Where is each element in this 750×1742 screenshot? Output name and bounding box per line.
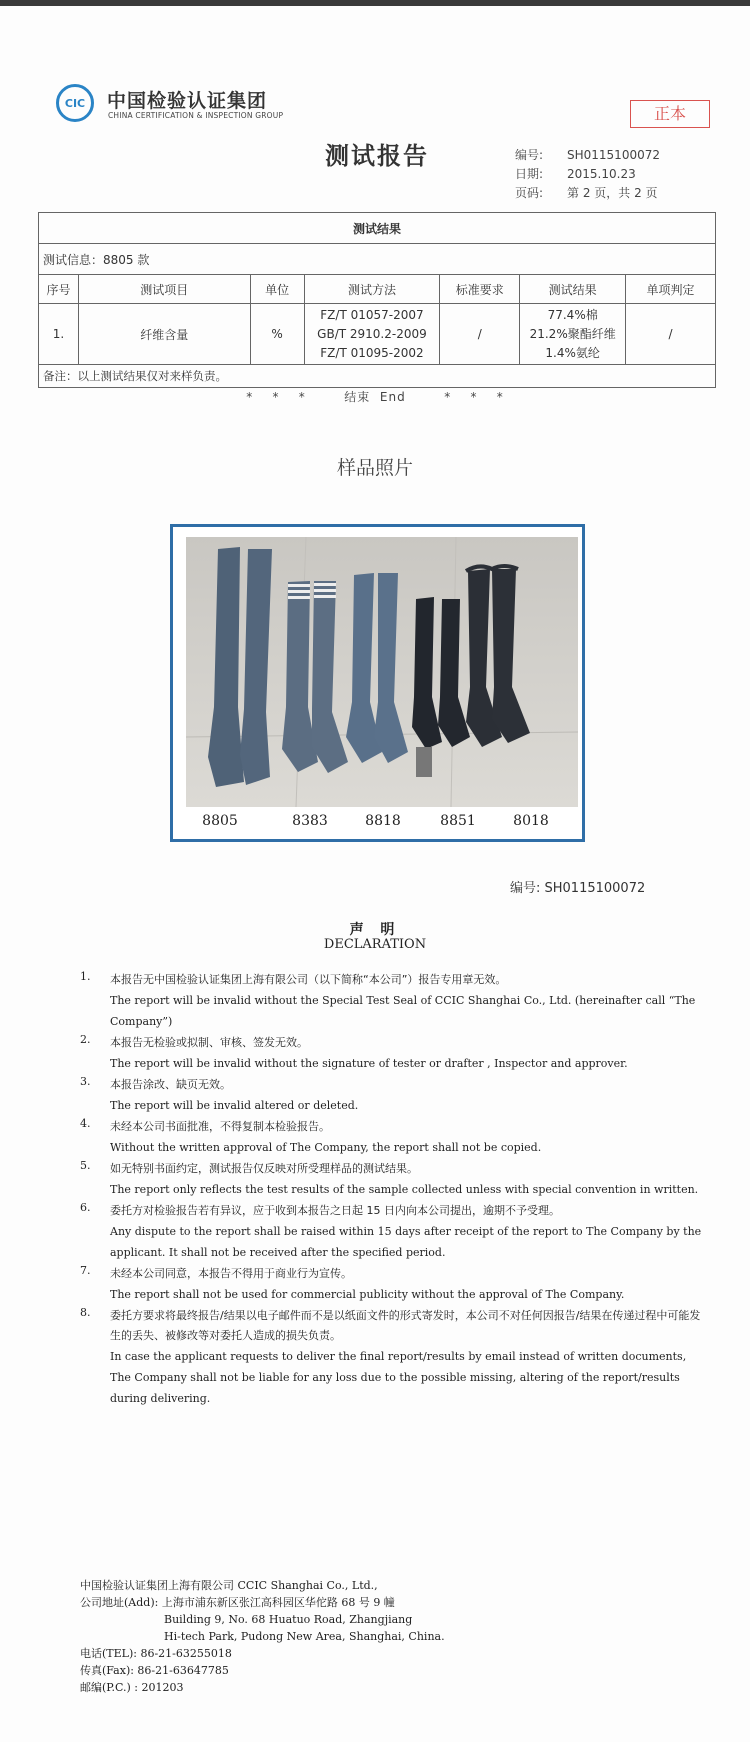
- declaration-item: [80, 1306, 710, 1409]
- column-header: 测试方法: [304, 275, 440, 304]
- document-number: 编号: SH0115100072: [510, 881, 646, 896]
- declaration-title-cn: 声 明: [349, 922, 401, 938]
- item-text-en: In case the applicant requests to deliver the final report/results by email instead of written documents, The Company shall not be liable for any loss due to the possible missing, altering of the report/results during delivering.: [110, 1350, 687, 1405]
- result-value: 77.4%棉: [547, 307, 598, 322]
- end-marker: * * * 结束 End * * *: [246, 390, 504, 404]
- column-header: 标准要求: [440, 275, 520, 304]
- sample-label: 8383: [292, 813, 328, 829]
- test-method: GB/T 2910.2-2009: [317, 326, 427, 341]
- footer-postcode: 邮编(P.C.) : 201203: [80, 1681, 184, 1694]
- item-number: 4.: [80, 1117, 91, 1130]
- test-methods: [304, 304, 440, 365]
- item-text-cn: 本报告无检验或拟制、审核、签发无效。: [110, 1036, 308, 1049]
- declaration-item: [80, 1033, 710, 1074]
- judgment: /: [626, 304, 716, 365]
- results-heading: 测试结果: [39, 213, 716, 244]
- org-name-cn: 中国检验认证集团: [107, 90, 268, 112]
- meta-value: SH0115100072: [567, 148, 660, 162]
- item-text-en: The report shall not be used for commercial publicity without the approval of The Company.: [110, 1288, 625, 1301]
- sample-label: 8805: [202, 813, 238, 829]
- report-title: 测试报告: [325, 142, 429, 170]
- sample-label: 8018: [513, 813, 549, 829]
- item-text-cn: 未经本公司同意，本报告不得用于商业行为宣传。: [110, 1267, 352, 1280]
- ccic-logo-icon: CIC: [56, 84, 94, 122]
- sample-labels: [173, 813, 582, 835]
- declaration-item: [80, 1117, 710, 1158]
- unit: %: [250, 304, 304, 365]
- meta-row-date: [515, 165, 660, 184]
- declaration-item: [80, 1075, 710, 1116]
- item-text-cn: 委托方要求将最终报告/结果以电子邮件而不是以纸面文件的形式寄发时，本公司不对任何因报告/结果在传递过程中可能发生的丢失、被修改等对委托人造成的损失负责。: [110, 1309, 701, 1342]
- declaration-item: [80, 1264, 710, 1305]
- table-note: 备注：以上测试结果仅对来样负责。: [39, 365, 716, 388]
- standard-requirement: /: [440, 304, 520, 365]
- item-number: 6.: [80, 1201, 91, 1214]
- test-method: FZ/T 01057-2007: [320, 307, 424, 322]
- socks-photo-illustration: [186, 537, 578, 807]
- declaration-item: [80, 1159, 710, 1200]
- scan-top-edge: [0, 0, 750, 6]
- item-number: 5.: [80, 1159, 91, 1172]
- test-info: 测试信息：8805 款: [39, 244, 716, 275]
- footer-address-cn: 上海市浦东新区张江高科园区华佗路 68 号 9 幢: [161, 1596, 395, 1609]
- footer-address-line: [80, 1594, 445, 1611]
- meta-row-page: [515, 184, 660, 203]
- item-number: 7.: [80, 1264, 91, 1277]
- result-value: 21.2%聚酯纤维: [529, 326, 616, 341]
- item-text-cn: 未经本公司书面批准，不得复制本检验报告。: [110, 1120, 330, 1133]
- footer-address-en2: Hi-tech Park, Pudong New Area, Shanghai, China.: [164, 1630, 445, 1643]
- sample-label: 8818: [365, 813, 401, 829]
- test-item: 纤维含量: [78, 304, 250, 365]
- item-text-cn: 如无特别书面约定，测试报告仅反映对所受理样品的测试结果。: [110, 1162, 418, 1175]
- sample-photo: [186, 537, 578, 807]
- item-text-en: The report only reflects the test results of the sample collected unless with special convention in written.: [110, 1183, 699, 1196]
- item-text-en: Any dispute to the report shall be raised within 15 days after receipt of the report to The Company by the applicant. It shall not be received after the specified period.: [110, 1225, 702, 1259]
- sample-photo-frame: [170, 524, 585, 842]
- meta-row-number: [515, 146, 660, 165]
- sample-label: 8851: [440, 813, 476, 829]
- photo-title: 样品照片: [336, 457, 413, 479]
- item-text-en: The report will be invalid without the signature of tester or drafter , Inspector and approver.: [110, 1057, 628, 1070]
- meta-label: 日期:: [515, 167, 544, 181]
- meta-value: 2015.10.23: [567, 167, 636, 181]
- item-text-cn: 委托方对检验报告若有异议，应于收到本报告之日起 15 日内向本公司提出，逾期不予受理。: [110, 1204, 560, 1217]
- item-text-en: The report will be invalid altered or deleted.: [110, 1099, 359, 1112]
- table-row: [39, 304, 716, 365]
- item-number: 8.: [80, 1306, 91, 1319]
- declaration-item: [80, 1201, 710, 1263]
- item-number: 1.: [80, 970, 91, 983]
- column-header: 测试结果: [520, 275, 626, 304]
- column-header: 测试项目: [78, 275, 250, 304]
- result-value: 1.4%氨纶: [545, 345, 600, 360]
- column-header: 单位: [250, 275, 304, 304]
- test-method: FZ/T 01095-2002: [320, 345, 424, 360]
- footer-address-label: 公司地址(Add):: [80, 1596, 159, 1609]
- declaration-title-en: DECLARATION: [323, 937, 427, 952]
- item-text-cn: 本报告无中国检验认证集团上海有限公司（以下简称“本公司”）报告专用章无效。: [110, 973, 507, 986]
- item-number: 3.: [80, 1075, 91, 1088]
- footer-address-en1: Building 9, No. 68 Huatuo Road, Zhangjiang: [164, 1613, 413, 1626]
- item-text-cn: 本报告涂改、缺页无效。: [110, 1078, 231, 1091]
- column-header: 序号: [39, 275, 79, 304]
- test-results-table: [38, 212, 716, 388]
- org-name-en: CHINA CERTIFICATION & INSPECTION GROUP: [108, 111, 284, 120]
- original-copy-stamp: 正本: [630, 100, 710, 128]
- meta-value: 第 2 页，共 2 页: [567, 186, 658, 200]
- declaration-item: [80, 970, 710, 1032]
- company-footer: [80, 1577, 445, 1696]
- meta-label: 页码:: [515, 186, 544, 200]
- footer-fax: 传真(Fax): 86-21-63647785: [80, 1664, 229, 1677]
- meta-label: 编号:: [515, 148, 544, 162]
- item-number: 2.: [80, 1033, 91, 1046]
- declaration-list: [80, 970, 710, 1410]
- footer-company: 中国检验认证集团上海有限公司 CCIC Shanghai Co., Ltd.,: [80, 1579, 378, 1592]
- row-number: 1.: [39, 304, 79, 365]
- item-text-en: Without the written approval of The Company, the report shall not be copied.: [110, 1141, 542, 1154]
- item-text-en: The report will be invalid without the Special Test Seal of CCIC Shanghai Co., Ltd. (hereinafter call “The Company”): [110, 994, 696, 1028]
- footer-tel: 电话(TEL): 86-21-63255018: [80, 1647, 232, 1660]
- report-meta: [515, 146, 660, 203]
- column-header: 单项判定: [626, 275, 716, 304]
- test-results: [520, 304, 626, 365]
